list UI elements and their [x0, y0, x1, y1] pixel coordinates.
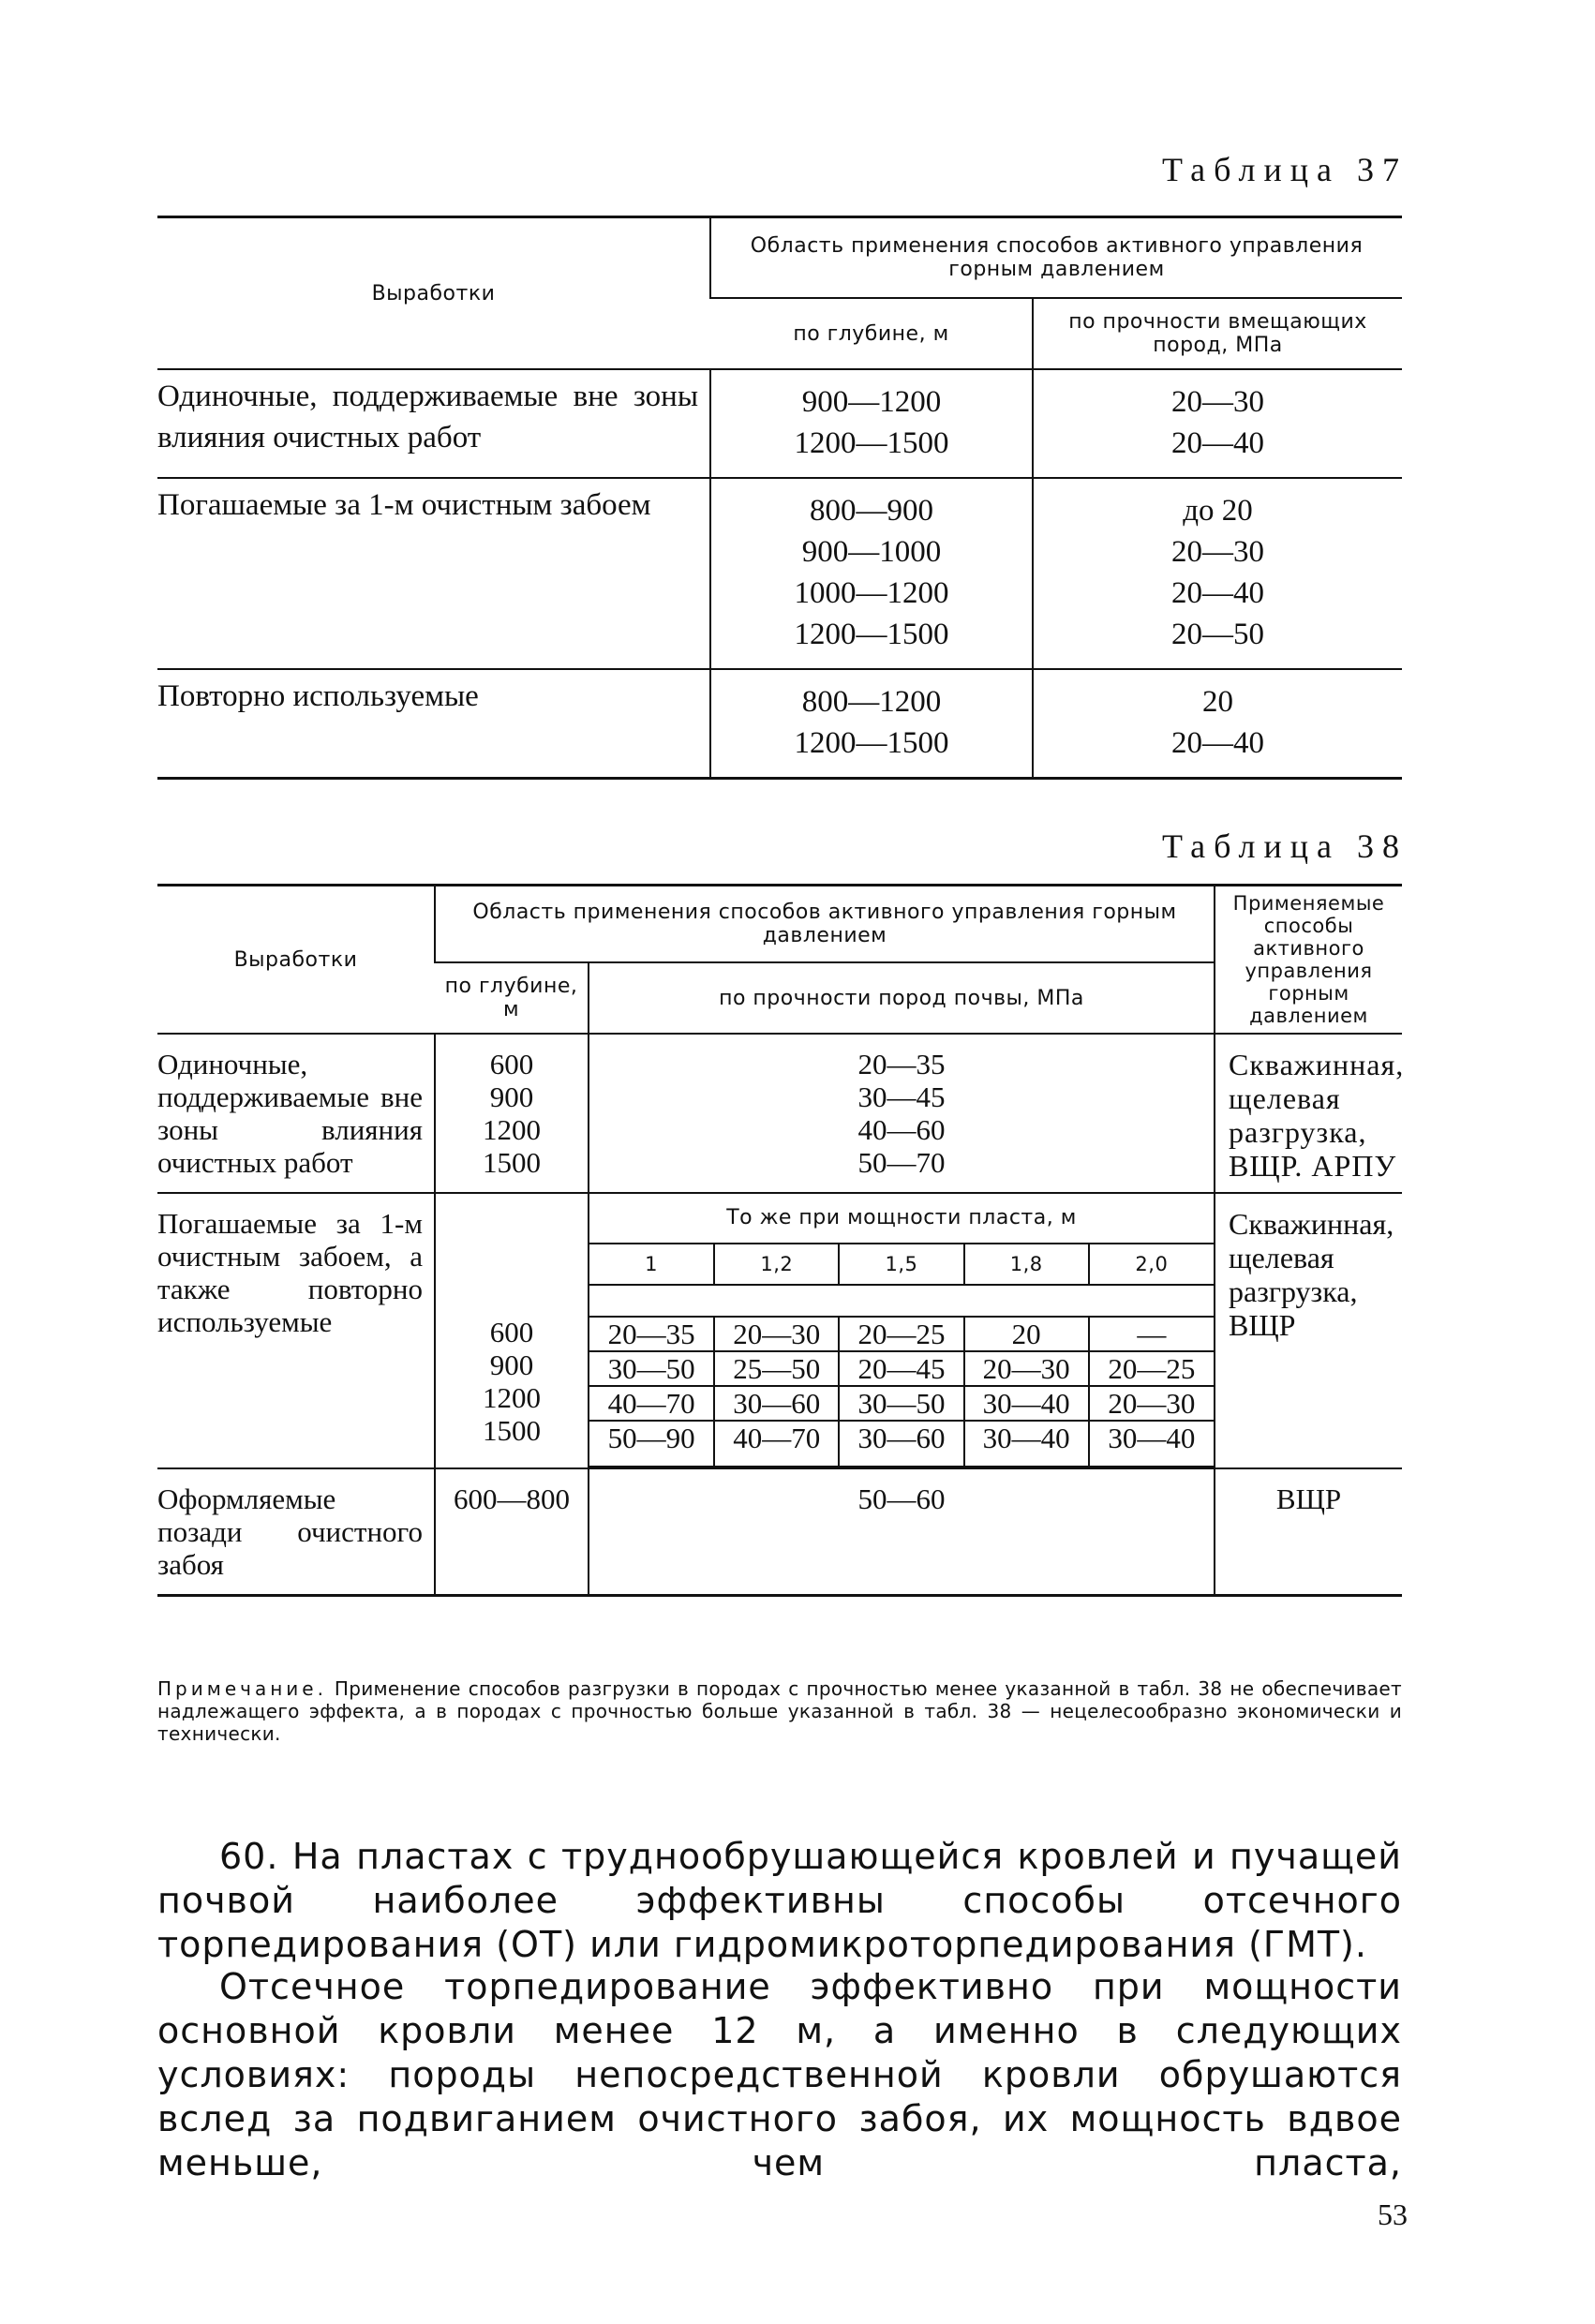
- t37-row1-desc: Одиночные, поддерживаемые вне зоны влияния очистных работ: [157, 369, 710, 478]
- t37-row2-desc: Погашаемые за 1-м очистным забоем: [157, 478, 710, 669]
- t38-thickness-4: 1,8: [964, 1244, 1089, 1285]
- t38-grid-cell: 20: [964, 1317, 1089, 1351]
- t38-grid-cell: 50—90: [589, 1421, 714, 1467]
- table-row: [589, 1421, 1214, 1467]
- note-label: Примечание.: [157, 1677, 327, 1700]
- t38-header-methods: Применяемые способы активного управления горным давлением: [1215, 886, 1402, 1035]
- t38-header-depth: по глубине, м: [435, 962, 589, 1034]
- t38-row1-strength-4: 50—70: [857, 1146, 946, 1179]
- t38-grid-cell: 30—60: [839, 1421, 963, 1467]
- t38-thickness-5: 2,0: [1089, 1244, 1214, 1285]
- t38-row2-depth-3: 1200: [483, 1381, 541, 1414]
- t37-row2-depth-2: 900—1000: [801, 535, 942, 569]
- t37-row1-strength-1: 20—30: [1171, 385, 1264, 419]
- t38-grid-cell: 40—70: [714, 1421, 839, 1467]
- table-row: [157, 1034, 1402, 1193]
- t38-row2-desc: Погашаемые за 1-м очистным забоем, а также повторно используемые: [157, 1193, 435, 1468]
- t37-row2-strength-3: 20—40: [1171, 576, 1264, 610]
- t38-header-floor-strength: по прочности пород почвы, МПа: [589, 962, 1215, 1034]
- t38-grid-cell: 20—25: [839, 1317, 963, 1351]
- t38-thickness-1: 1: [589, 1244, 714, 1285]
- t38-grid-cell: 30—60: [714, 1386, 839, 1421]
- t38-row3-depth: 600—800: [435, 1468, 589, 1596]
- table-38-caption: Таблица 38: [1162, 827, 1408, 865]
- t37-header-strength: по прочности вмещающих пород, МПа: [1033, 298, 1402, 369]
- table-row: [157, 669, 1402, 779]
- t37-row2-strength-4: 20—50: [1171, 618, 1264, 651]
- t38-grid-cell: 20—35: [589, 1317, 714, 1351]
- t37-header-workings: Выработки: [157, 217, 710, 370]
- t38-row1-strength-1: 20—35: [857, 1048, 946, 1080]
- t38-row2-depth-4: 1500: [483, 1414, 541, 1447]
- t38-row2-methods: Скважинная, щелевая разгрузка, ВЩР: [1215, 1193, 1402, 1468]
- t38-row1-methods: Скважинная, щелевая разгрузка, ВЩР. АРПУ: [1215, 1034, 1402, 1193]
- t37-row2-strength-2: 20—30: [1171, 535, 1264, 569]
- t38-thickness-2: 1,2: [714, 1244, 839, 1285]
- table-38: [157, 884, 1405, 1597]
- t38-grid-cell: 30—50: [589, 1351, 714, 1386]
- t38-grid-cell: 40—70: [589, 1386, 714, 1421]
- t38-row1-depth-2: 900: [489, 1080, 534, 1113]
- t38-thickness-grid: [589, 1244, 1214, 1467]
- t38-grid-cell: 20—25: [1089, 1351, 1214, 1386]
- t37-row3-depth-2: 1200—1500: [794, 726, 949, 760]
- table-row: [157, 1193, 1402, 1468]
- t37-header-application: Область применения способов активного управления горным давлением: [710, 217, 1402, 299]
- t38-row1-depth-4: 1500: [483, 1146, 541, 1179]
- t37-row3-depth-1: 800—1200: [801, 685, 942, 719]
- t38-row3-desc: Оформляемые позади очистного забоя: [157, 1482, 423, 1581]
- t37-row3-strength-2: 20—40: [1171, 726, 1264, 760]
- t37-row1-strength-2: 20—40: [1171, 426, 1264, 460]
- t38-row3-methods: ВЩР: [1215, 1468, 1402, 1596]
- t38-grid-cell: 20—45: [839, 1351, 963, 1386]
- t38-grid-cell: 30—40: [964, 1386, 1089, 1421]
- t38-grid-cell: —: [1089, 1317, 1214, 1351]
- t37-row2-depth-1: 800—900: [810, 494, 933, 528]
- t38-thickness-label: То же при мощности пласта, м: [589, 1194, 1214, 1244]
- note-text: Применение способов разгрузки в породах с прочностью менее указанной в табл. 38 не обеспечивает надлежащего эффекта, а в породах с прочностью больше указанной в табл. 38 — нецелесообразно экономически и технически.: [157, 1677, 1402, 1745]
- t38-row1-depth-1: 600: [489, 1048, 534, 1080]
- t37-header-depth: по глубине, м: [710, 298, 1033, 369]
- table-row: [589, 1386, 1214, 1421]
- t38-grid-cell: 30—40: [1089, 1421, 1214, 1467]
- paragraph-cutoff-torpedoing: Отсечное торпедирование эффективно при мощности основной кровли менее 12 м, а именно в следующих условиях: породы непосредственной кровли обрушаются вслед за подвиганием очистного забоя, их мощность вдвое меньше, чем пласта,: [157, 1966, 1402, 2183]
- table-row: [157, 369, 1402, 478]
- t38-header-workings: Выработки: [157, 886, 435, 1035]
- t38-row1-desc: Одиночные, поддерживаемые вне зоны влияния очистных работ: [157, 1034, 435, 1193]
- table-row: [589, 1351, 1214, 1386]
- t38-grid-cell: 20—30: [714, 1317, 839, 1351]
- t37-row3-desc: Повторно используемые: [157, 679, 479, 713]
- table-37-caption: Таблица 37: [1162, 151, 1408, 188]
- t38-row1-depth-3: 1200: [483, 1113, 541, 1146]
- t38-thickness-3: 1,5: [839, 1244, 963, 1285]
- t38-grid-cell: 20—30: [1089, 1386, 1214, 1421]
- table-row: [157, 1468, 1402, 1596]
- t37-row2-strength-1: до 20: [1183, 494, 1253, 528]
- t37-row2-depth-4: 1200—1500: [794, 618, 949, 651]
- t38-grid-cell: 30—50: [839, 1386, 963, 1421]
- t38-header-application: Область применения способов активного управления горным давлением: [435, 886, 1215, 963]
- t38-row2-depth-1: 600: [489, 1316, 534, 1348]
- t37-row1-depth-1: 900—1200: [801, 385, 942, 419]
- table-note: [157, 1677, 1402, 1745]
- t38-row2-depth-2: 900: [489, 1348, 534, 1381]
- table-row: [157, 478, 1402, 669]
- t38-row1-strength-3: 40—60: [857, 1113, 946, 1146]
- page-number: 53: [1378, 2197, 1408, 2231]
- table-row: [589, 1317, 1214, 1351]
- t38-grid-cell: 30—40: [964, 1421, 1089, 1467]
- t37-row2-depth-3: 1000—1200: [794, 576, 949, 610]
- t38-grid-cell: 25—50: [714, 1351, 839, 1386]
- t38-row3-strength: 50—60: [589, 1468, 1215, 1596]
- paragraph-60: 60. На пластах с труднообрушающейся кровлей и пучащей почвой наиболее эффективны способы отсечного торпедирования (ОТ) или гидромикроторпедирования (ГМТ).: [157, 1836, 1402, 1965]
- t38-grid-cell: 20—30: [964, 1351, 1089, 1386]
- t38-row1-strength-2: 30—45: [857, 1080, 946, 1113]
- table-37: [157, 216, 1402, 780]
- t37-row3-strength-1: 20: [1202, 685, 1233, 719]
- t37-row1-depth-2: 1200—1500: [794, 426, 949, 460]
